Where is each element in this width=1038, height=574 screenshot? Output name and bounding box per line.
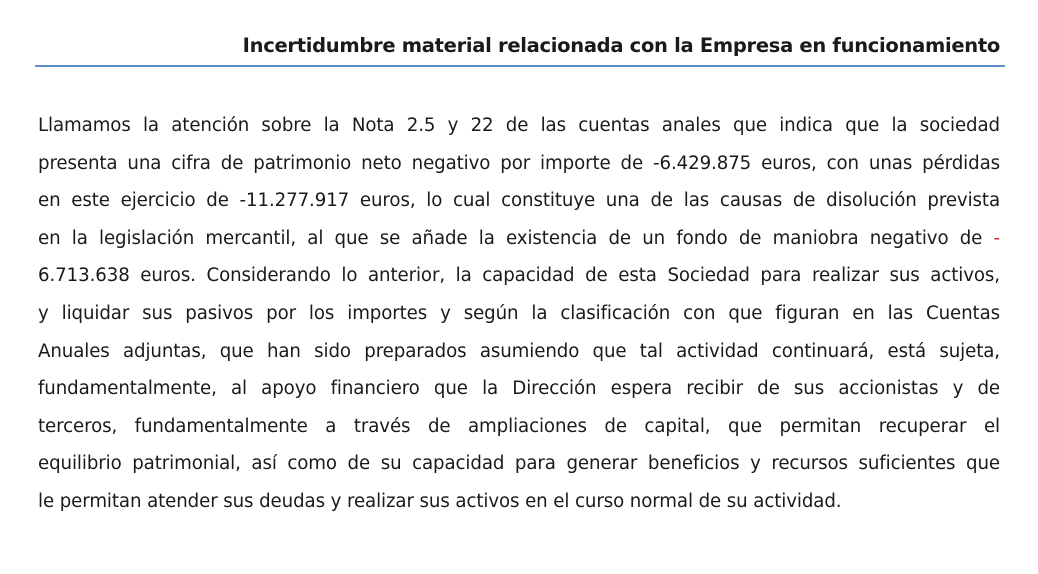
- paragraph-line: Llamamos la atención sobre la Nota 2.5 y 22 de las cuentas anales que indica que la sociedad: [38, 115, 1000, 136]
- section-heading: Incertidumbre material relacionada con la Empresa en funcionamiento: [242, 34, 1000, 57]
- paragraph-line: 6.713.638 euros. Considerando lo anterior, la capacidad de esta Sociedad para realizar sus activos,: [38, 265, 1000, 287]
- line-text: en la legislación mercantil, al que se añade la existencia de un fondo de maniobra negativo de: [38, 227, 983, 249]
- paragraph: [38, 107, 1000, 521]
- paragraph-line: equilibrio patrimonial, así como de su capacidad para generar beneficios y recursos suficientes que: [38, 453, 1000, 475]
- paragraph-line: [38, 220, 1000, 258]
- paragraph-line: terceros, fundamentalmente a través de ampliaciones de capital, que permitan recuperar el: [38, 415, 1000, 437]
- paragraph-line: en este ejercicio de -11.277.917 euros, lo cual constituye una de las causas de disolución prevista: [38, 190, 1000, 212]
- paragraph-line: le permitan atender sus deudas y realizar sus activos en el curso normal de su actividad.: [38, 490, 842, 512]
- paragraph-line: Anuales adjuntas, que han sido preparados asumiendo que tal actividad continuará, está sujeta,: [38, 340, 1000, 362]
- paragraph-line: presenta una cifra de patrimonio neto negativo por importe de -6.429.875 euros, con unas pérdidas: [38, 152, 1000, 174]
- paragraph-line: y liquidar sus pasivos por los importes y según la clasificación con que figuran en las Cuentas: [38, 302, 1000, 324]
- red-minus-sign: -: [993, 227, 1000, 249]
- paragraph-line: fundamentalmente, al apoyo financiero que la Dirección espera recibir de sus accionistas y de: [38, 378, 1000, 400]
- heading-underline: [35, 65, 1005, 67]
